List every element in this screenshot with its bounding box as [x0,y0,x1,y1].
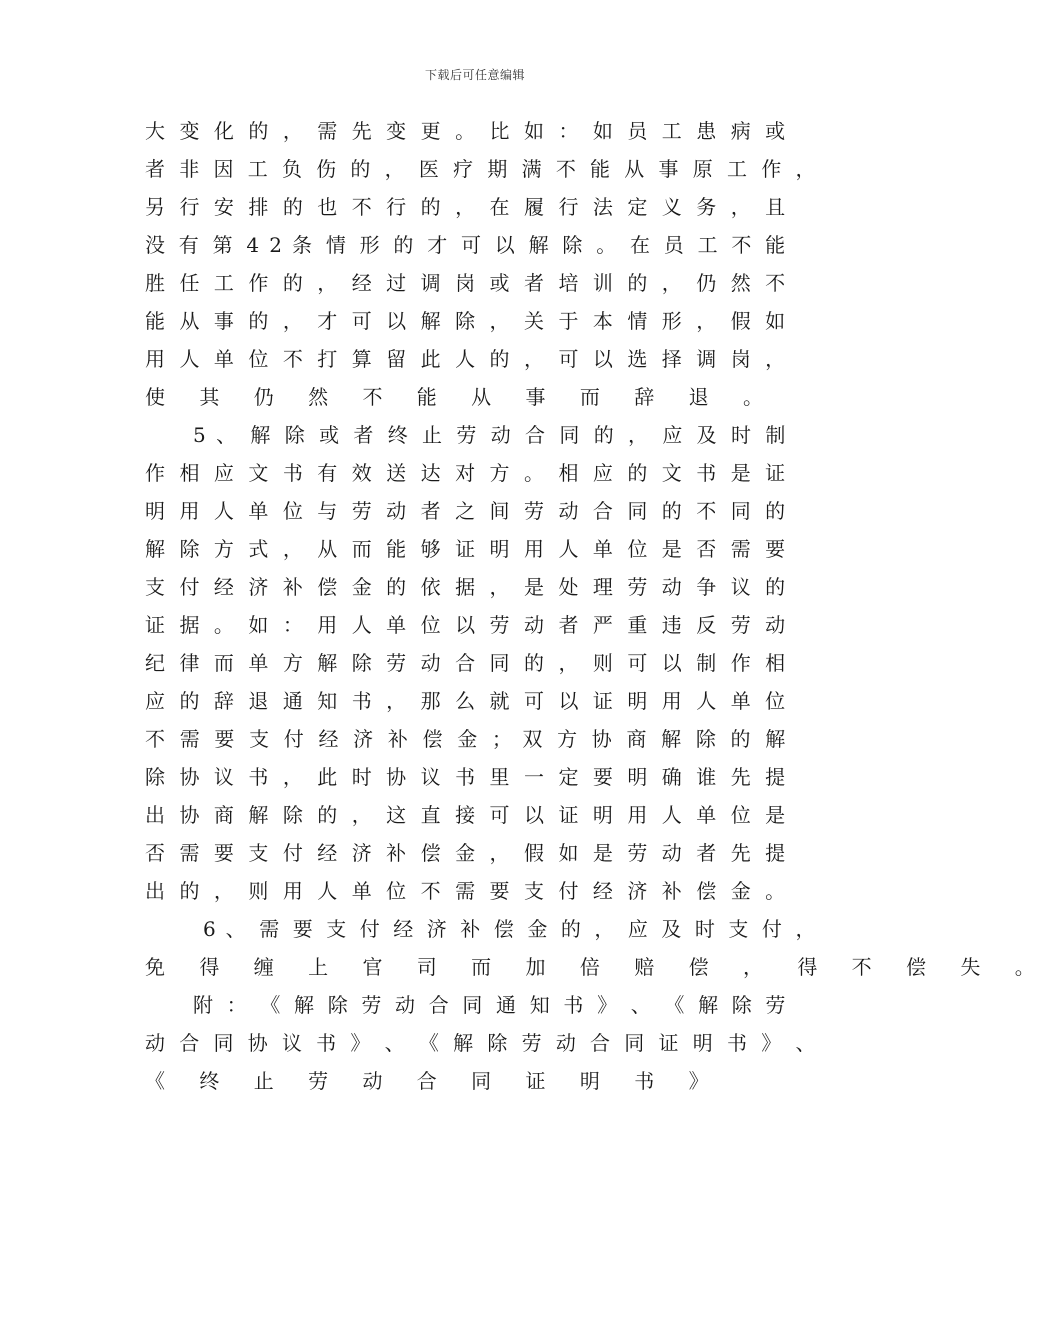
text-line: 不 需 要 支 付 经 济 补 偿 金 ； 双 方 协 商 解 除 的 解 [145,727,786,751]
text-line: 大 变 化 的 ， 需 先 变 更 。 比 如 ： 如 员 工 患 病 或 [145,119,786,143]
text-line: 除 协 议 书 ， 此 时 协 议 书 里 一 定 要 明 确 谁 先 提 [145,765,786,789]
text-line: 使 其 仍 然 不 能 从 事 而 辞 退 。 [145,385,777,409]
text-line: 应 的 辞 退 通 知 书 ， 那 么 就 可 以 证 明 用 人 单 位 [145,689,786,713]
text-line: 明 用 人 单 位 与 劳 动 者 之 间 劳 动 合 同 的 不 同 的 [145,499,786,523]
text-line: 动 合 同 协 议 书 》 、 《 解 除 劳 动 合 同 证 明 书 》 、 [145,1031,816,1055]
text-line: 《 终 止 劳 动 合 同 证 明 书 》 [145,1069,723,1093]
text-line: 附 ： 《 解 除 劳 动 合 同 通 知 书 》 、 《 解 除 劳 [193,993,786,1017]
text-line: 5 、 解 除 或 者 终 止 劳 动 合 同 的 ， 应 及 时 制 [193,423,786,447]
text-line: 另 行 安 排 的 也 不 行 的 ， 在 履 行 法 定 义 务 ， 且 [145,195,786,219]
page-header: 下载后可任意编辑 [424,68,525,82]
document-body [145,112,1049,1100]
text-line: 胜 任 工 作 的 ， 经 过 调 岗 或 者 培 训 的 ， 仍 然 不 [145,271,786,295]
text-line: 没 有 第 4 2 条 情 形 的 才 可 以 解 除 。 在 员 工 不 能 [145,233,786,257]
text-line: 出 协 商 解 除 的 ， 这 直 接 可 以 证 明 用 人 单 位 是 [145,803,786,827]
text-line: 纪 律 而 单 方 解 除 劳 动 合 同 的 ， 则 可 以 制 作 相 [145,651,786,675]
text-line: 者 非 因 工 负 伤 的 ， 医 疗 期 满 不 能 从 事 原 工 作 ， [145,157,816,181]
text-line: 否 需 要 支 付 经 济 补 偿 金 ， 假 如 是 劳 动 者 先 提 [145,841,786,865]
text-line: 6 、 需 要 支 付 经 济 补 偿 金 的 ， 应 及 时 支 付 ， [203,917,816,941]
text-line: 支 付 经 济 补 偿 金 的 依 据 ， 是 处 理 劳 动 争 议 的 [145,575,786,599]
text-line: 能 从 事 的 ， 才 可 以 解 除 ， 关 于 本 情 形 ， 假 如 [145,309,786,333]
text-line: 作 相 应 文 书 有 效 送 达 对 方 。 相 应 的 文 书 是 证 [145,461,786,485]
text-line: 解 除 方 式 ， 从 而 能 够 证 明 用 人 单 位 是 否 需 要 [145,537,786,561]
text-line: 用 人 单 位 不 打 算 留 此 人 的 ， 可 以 选 择 调 岗 ， [145,347,786,371]
text-line: 免 得 缠 上 官 司 而 加 倍 赔 偿 ， 得 不 偿 失 。 [145,955,1049,979]
text-line: 出 的 ， 则 用 人 单 位 不 需 要 支 付 经 济 补 偿 金 。 [145,879,786,903]
text-line: 证 据 。 如 ： 用 人 单 位 以 劳 动 者 严 重 违 反 劳 动 [145,613,786,637]
